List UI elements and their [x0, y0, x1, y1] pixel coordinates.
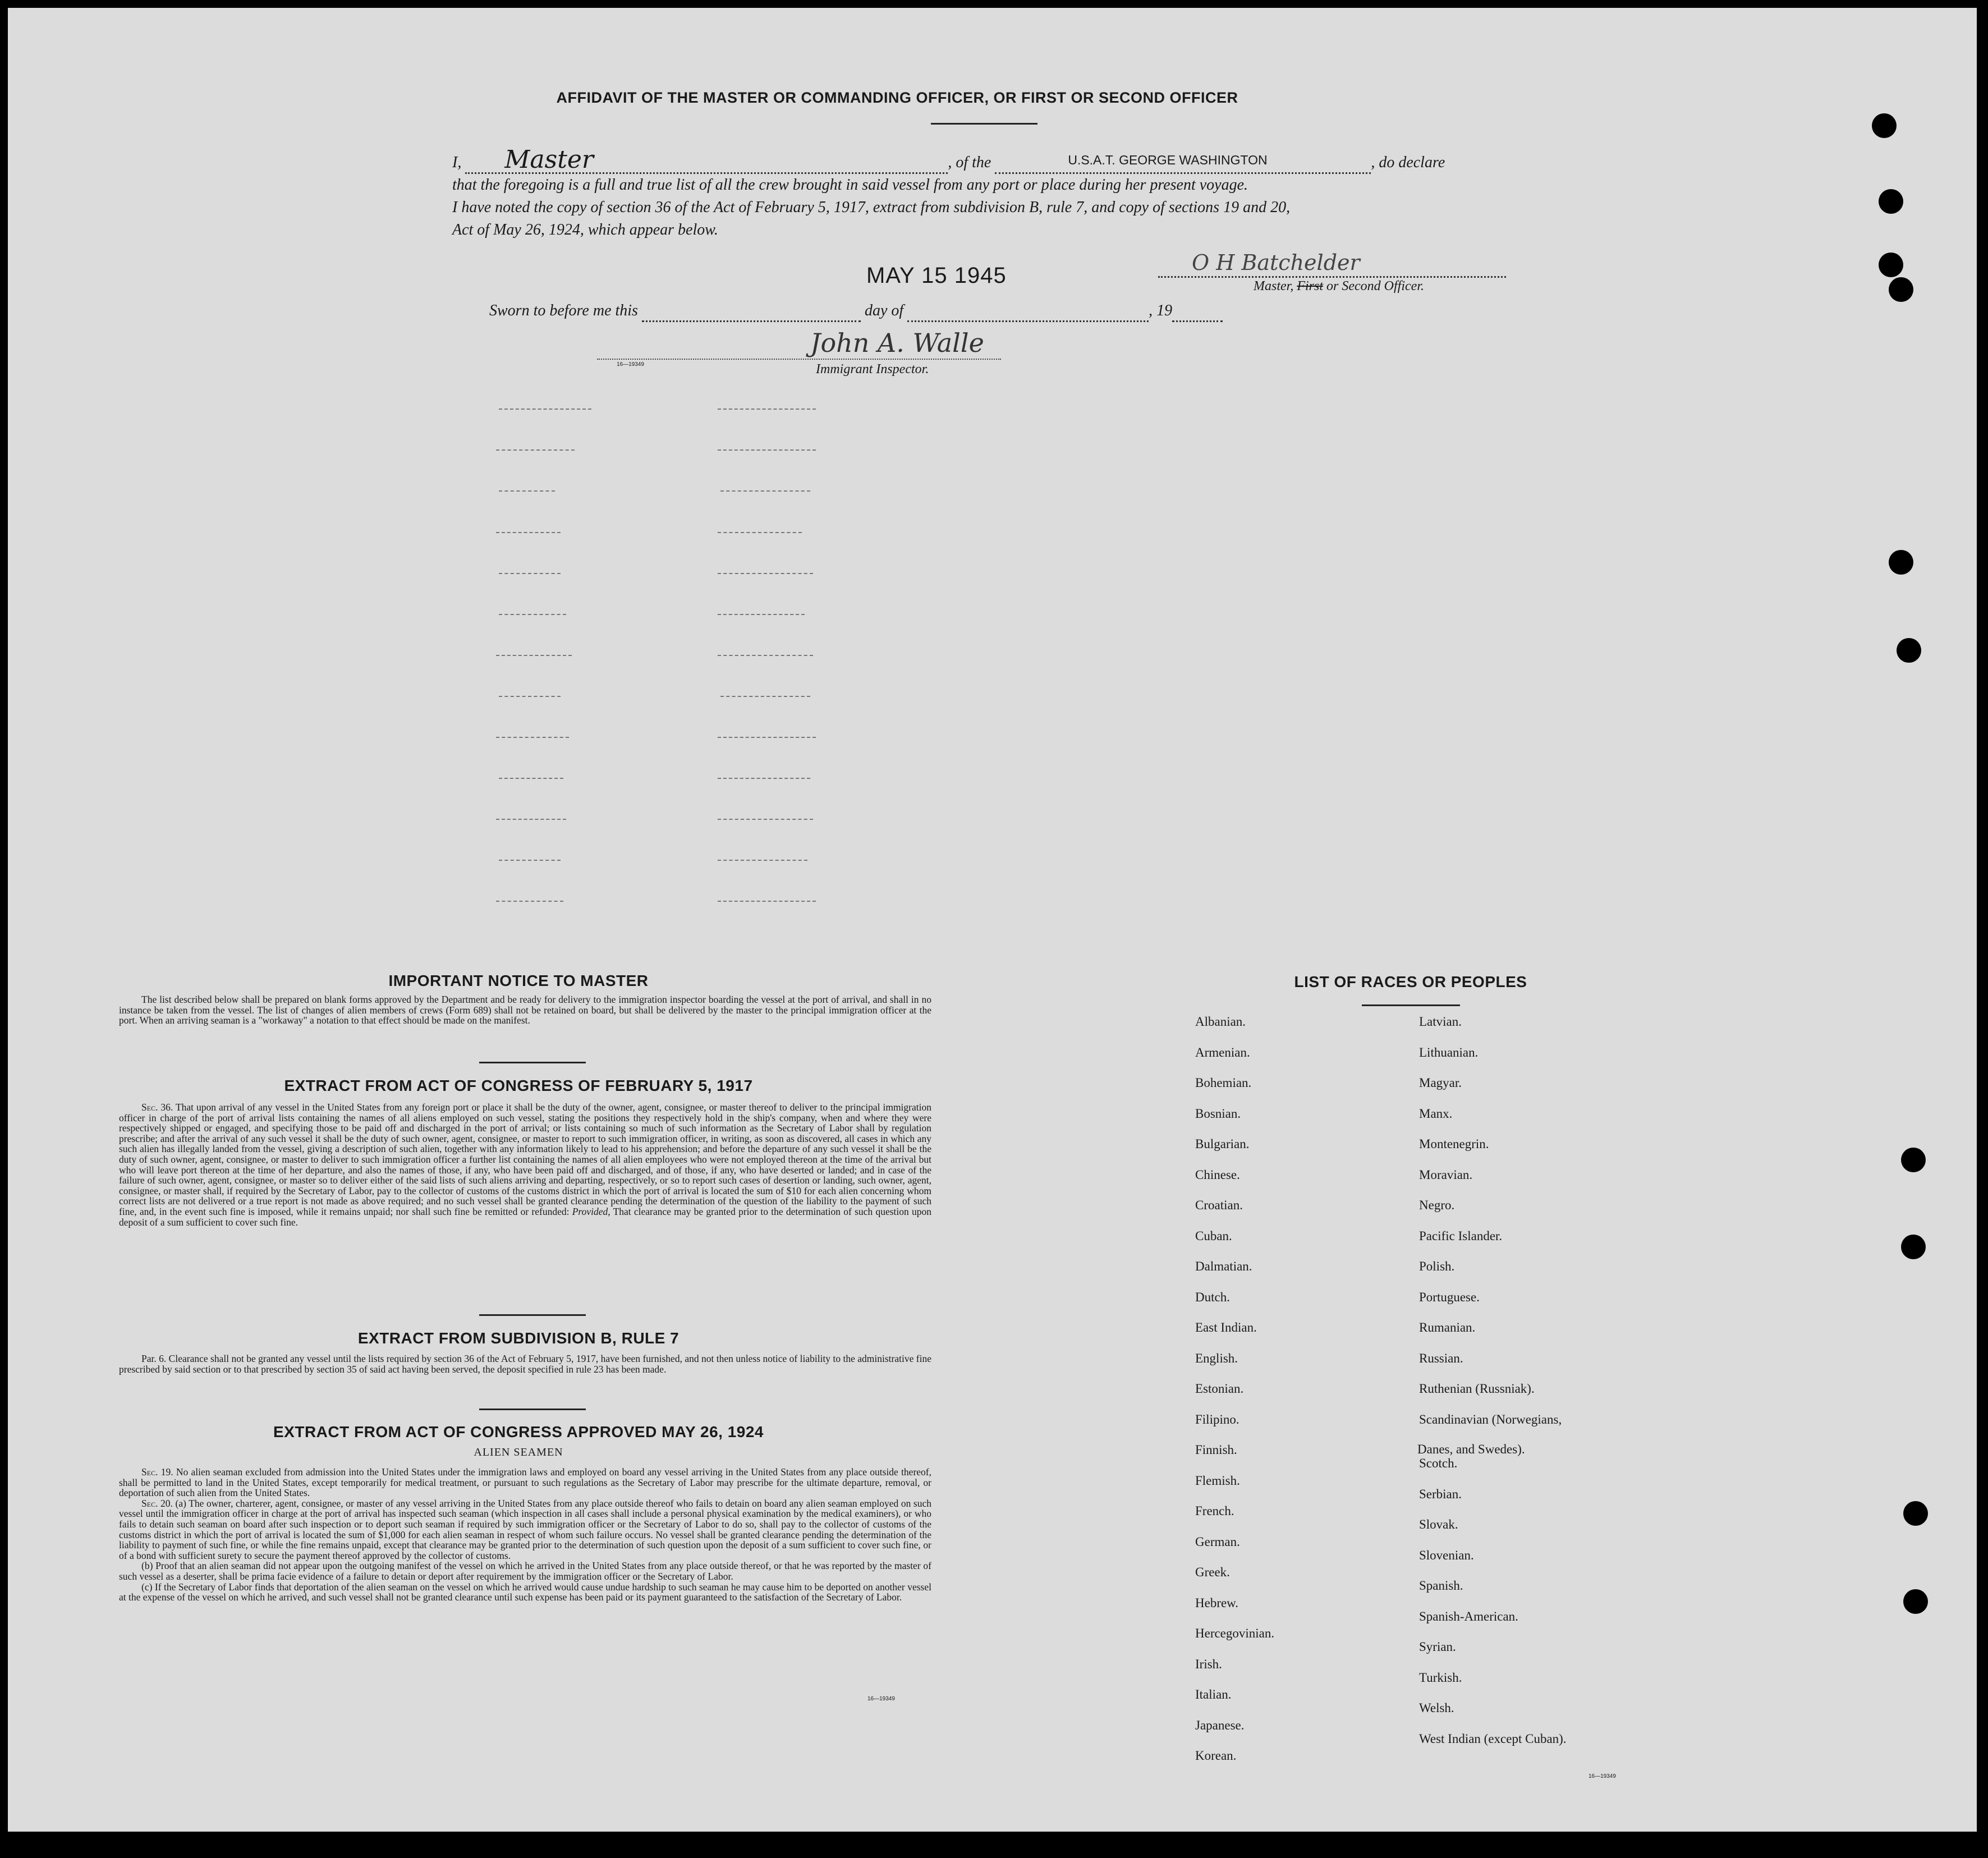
affidavit-line3: I have noted the copy of section 36 of the Act of February 5, 1917, extract from subdivision B, rule 7, and copy of sections 19 and 20,	[452, 199, 1291, 216]
race-item: Negro.	[1419, 1198, 1455, 1212]
notice-title: IMPORTANT NOTICE TO MASTER	[388, 972, 649, 989]
sworn-month-field	[907, 304, 1149, 322]
race-item: Welsh.	[1419, 1701, 1454, 1715]
sec20a-paragraph	[119, 1498, 931, 1561]
bleed-mark	[499, 573, 561, 574]
race-item: Lithuanian.	[1419, 1045, 1479, 1059]
race-item: Latvian.	[1419, 1015, 1462, 1029]
race-item: Italian.	[1195, 1687, 1232, 1701]
sec20b-paragraph: (b) Proof that an alien seaman did not appear upon the outgoing manifest of the vessel on which he arrived in the United States from any place outside thereof, or that he was reported by the master of such vessel as a deserter, shall be prima facie evidence of a failure to detain or deport after requirement by the immigration officer or the Secretary of Labor.	[119, 1560, 931, 1582]
sec20a-text: (a) The owner, charterer, agent, consignee, or master of any vessel arriving in the United States from any place outside thereof who fails to detain on board any alien seaman employed on such vessel until the immigration officer in charge at the port of arrival has inspected such seaman (which inspection in all cases shall include a personal physical examination by the medical examiners), or who fails to detain such seaman on board after such inspection or to deport such seaman if required by such immigration officer or the Secretary of Labor to do so, shall pay to the collector of customs of the customs district in which the port of arrival is located the sum of $1,000 for each alien seaman in respect of whom such failure occurs. No vessel shall be granted clearance pending the determination of the liability to payment of such fine, or while the fine remains unpaid, except that clearance may be granted prior to the determination of such question upon the deposit of a sum sufficient to cover such fine, or of a bond with sufficient surety to secure the payment thereof approved by the collector of customs.	[119, 1497, 932, 1561]
bleed-mark	[720, 696, 810, 697]
alien-seamen-subtitle: ALIEN SEAMEN	[474, 1446, 563, 1458]
race-item: Syrian.	[1419, 1640, 1456, 1654]
bleed-mark	[499, 696, 561, 697]
master-caption-post: or Second Officer.	[1326, 279, 1424, 293]
race-item: Rumanian.	[1419, 1320, 1476, 1334]
race-item: Bulgarian.	[1195, 1137, 1250, 1151]
punch-hole	[1889, 550, 1913, 575]
of-the-label: , of the	[948, 154, 991, 171]
bleed-mark	[499, 490, 555, 492]
bleed-mark	[499, 860, 561, 861]
race-item: Estonian.	[1195, 1382, 1244, 1396]
bleed-mark	[499, 614, 566, 615]
bleed-mark	[718, 614, 805, 615]
race-item: French.	[1195, 1504, 1234, 1518]
bleed-mark	[718, 573, 813, 574]
bleed-mark	[718, 655, 813, 656]
extract-1924-body	[119, 1467, 931, 1603]
race-item: Albanian.	[1195, 1015, 1246, 1029]
sec36-label: Sec. 36.	[141, 1102, 173, 1113]
date-stamp: MAY 15 1945	[866, 263, 1007, 288]
race-item: Spanish.	[1419, 1579, 1463, 1593]
sec19-text: No alien seaman excluded from admission into the United States under the immigration laws and employed on board any vessel arriving in the United States from any place outside thereof, shall be permitted to land in the United States, except temporarily for medical treatment, or pursuant to such regulations as the Secretary of Labor may prescribe for the ultimate departure, removal, or deportation of such alien from the United States.	[119, 1466, 931, 1499]
punch-hole	[1879, 189, 1903, 214]
bleed-mark	[496, 819, 566, 820]
sworn-line	[489, 300, 1223, 322]
race-item: West Indian (except Cuban).	[1419, 1731, 1567, 1746]
race-item: Spanish-American.	[1419, 1609, 1518, 1623]
race-item: Serbian.	[1419, 1487, 1462, 1501]
bleed-mark	[720, 490, 810, 492]
bleed-mark	[496, 737, 569, 738]
vessel-name: U.S.A.T. GEORGE WASHINGTON	[1068, 153, 1268, 167]
extract-1917-body	[119, 1102, 931, 1227]
sec19-label: Sec. 19.	[141, 1466, 173, 1478]
race-item: Moravian.	[1419, 1167, 1473, 1182]
title-divider	[931, 123, 1037, 125]
race-item: Armenian.	[1195, 1045, 1250, 1059]
race-item: English.	[1195, 1351, 1238, 1365]
bleed-mark	[496, 532, 561, 533]
subdivision-b-body	[119, 1354, 931, 1374]
bleed-mark	[718, 532, 802, 533]
race-item: Hebrew.	[1195, 1595, 1239, 1610]
affidavit-title: AFFIDAVIT OF THE MASTER OR COMMANDING OFFICER, OR FIRST OR SECOND OFFICER	[556, 89, 1238, 106]
bleed-mark	[718, 819, 813, 820]
sec20-label: Sec. 20.	[141, 1497, 173, 1509]
master-caption-pre: Master,	[1254, 279, 1294, 293]
race-item: Dalmatian.	[1195, 1259, 1252, 1273]
affidavit-text	[452, 145, 1530, 241]
extract-1917-title: EXTRACT FROM ACT OF CONGRESS OF FEBRUARY 5, 1917	[284, 1077, 753, 1094]
race-item: Finnish.	[1195, 1443, 1237, 1457]
bleed-mark	[496, 655, 572, 656]
sworn-day-field	[642, 304, 861, 322]
punch-hole	[1901, 1235, 1926, 1259]
bleed-mark	[718, 449, 816, 451]
subdivision-b-title: EXTRACT FROM SUBDIVISION B, RULE 7	[357, 1329, 679, 1347]
sworn-year-field	[1172, 304, 1223, 322]
race-item: Greek.	[1195, 1565, 1230, 1579]
race-item: Japanese.	[1195, 1718, 1245, 1732]
punch-hole	[1889, 277, 1913, 302]
race-item: Ruthenian (Russniak).	[1419, 1382, 1535, 1396]
master-caption	[1254, 278, 1424, 294]
race-scandinavian-continuation: Danes, and Swedes).	[1417, 1442, 1525, 1456]
races-title: LIST OF RACES OR PEOPLES	[1294, 973, 1527, 990]
sec20c-paragraph: (c) If the Secretary of Labor finds that deportation of the alien seaman on the vessel on which he arrived would cause undue hardship to such seaman he may cause him to be deported on another vessel at the expense of the vessel on which he arrived, and such vessel shall not be granted clearance until such expense has been paid or its payment guaranteed to the satisfaction of the Secretary of Labor.	[119, 1581, 931, 1603]
race-item: Manx.	[1419, 1106, 1453, 1121]
notice-body	[119, 994, 931, 1026]
race-item: Bosnian.	[1195, 1106, 1241, 1121]
race-item: Pacific Islander.	[1419, 1228, 1503, 1243]
sec19-paragraph	[119, 1467, 931, 1498]
races-divider	[1362, 1004, 1460, 1006]
inspector-caption: Immigrant Inspector.	[816, 362, 929, 377]
race-item: Filipino.	[1195, 1412, 1239, 1426]
race-item: Russian.	[1419, 1351, 1463, 1365]
race-item: Scandinavian (Norwegians,	[1419, 1412, 1562, 1426]
form-number-top: 16—19349	[617, 361, 644, 368]
race-item: Irish.	[1195, 1657, 1222, 1671]
extract-1924-title: EXTRACT FROM ACT OF CONGRESS APPROVED MAY 26, 1924	[273, 1423, 764, 1440]
race-item: Slovak.	[1419, 1517, 1458, 1531]
punch-hole	[1879, 253, 1903, 277]
proviso-text: That clearance may be granted prior to the determination of such question upon deposit of a sum sufficient to cover such fine.	[119, 1205, 932, 1228]
bleed-mark	[718, 901, 816, 902]
bleed-mark	[718, 409, 816, 410]
par6-paragraph: Par. 6. Clearance shall not be granted any vessel until the lists required by section 36 of the Act of February 5, 1917, have been furnished, and not then unless notice of liability to the administrative fine prescribed by said section or to that prescribed by section 35 of said act having been served, the deposit specified in rule 23 has been made.	[119, 1353, 931, 1375]
race-item: Polish.	[1419, 1259, 1455, 1273]
master-signature: O H Batchelder	[1192, 250, 1360, 275]
bleed-mark	[499, 409, 591, 410]
affidavit-line1	[452, 145, 1530, 174]
race-item: Slovenian.	[1419, 1548, 1474, 1562]
bleed-mark	[496, 449, 575, 451]
race-item: Dutch.	[1195, 1290, 1230, 1304]
punch-hole	[1903, 1501, 1928, 1526]
form-number-bottom-right: 16—19349	[1588, 1773, 1616, 1779]
bleed-mark	[718, 778, 810, 779]
race-item: Magyar.	[1419, 1076, 1462, 1090]
race-item: Flemish.	[1195, 1473, 1240, 1488]
bleed-mark	[499, 778, 563, 779]
bleed-mark	[496, 901, 563, 902]
punch-hole	[1901, 1148, 1926, 1172]
document-page	[8, 8, 1977, 1832]
master-signature-line	[1158, 276, 1506, 278]
master-caption-struck: First	[1297, 279, 1324, 293]
divider-1	[479, 1062, 586, 1063]
year-prefix: , 19	[1149, 302, 1173, 319]
race-item: Portuguese.	[1419, 1290, 1480, 1304]
race-item: Scotch.	[1419, 1456, 1458, 1470]
vessel-field	[995, 151, 1371, 174]
bleed-mark	[718, 737, 816, 738]
sec36-paragraph	[119, 1102, 931, 1227]
punch-hole	[1903, 1589, 1928, 1614]
notice-paragraph: The list described below shall be prepared on blank forms approved by the Department and be ready for delivery to the immigration inspector boarding the vessel at the port of arrival, and shall in no instance be taken from the vessel. The list of changes of alien members of crews (Form 689) shall not be retained on board, but shall be delivered by the master to the principal immigration officer at the port. When an arriving seaman is a "workaway" a notation to that effect should be made on the manifest.	[119, 994, 931, 1026]
race-item: East Indian.	[1195, 1320, 1257, 1334]
sworn-label: Sworn to before me this	[489, 302, 638, 319]
race-item: Korean.	[1195, 1749, 1237, 1763]
divider-3	[479, 1409, 586, 1410]
race-item: Bohemian.	[1195, 1076, 1252, 1090]
punch-hole	[1872, 113, 1897, 138]
sec36-text: That upon arrival of any vessel in the United States from any foreign port or place it shall be the duty of the owner, agent, consignee, or master thereof to deliver to the principal immigration officer in charge of the port of arrival lists containing the names of all aliens employed on such vessel, stating the positions they respectively hold in the ship's company, when and where they were respectively shipped or engaged, and specifying those to be paid off and discharged in the port of arrival; or lists containing so much of such information as the Secretary of Labor shall by regulation prescribe; and after the arrival of any such vessel it shall be the duty of such owner, agent, consignee, or master to report to such immigration officer, in writing, as soon as discovered, all cases in which any such alien has illegally landed from the vessel, giving a description of such alien, together with any information likely to lead to his apprehension; and before the departure of any such vessel it shall be the duty of such owner, agent, consignee, or master to deliver to such immigration officer a further list containing the names of all alien employees who were not employed thereon at the time of the arrival but who will leave port thereon at the time of her departure, and also the names of those, if any, who have been paid off and discharged, and of those, if any, who have deserted or landed; and in case of the failure of such owner, agent, consignee, or master so to deliver either of the said lists of such aliens arriving and departing, respectively, or so to report such cases of desertion or landing, such owner, agent, consignee, or master shall, if required by the Secretary of Labor, pay to the collector of customs of the customs district in which the port of arrival is located the sum of $10 for each alien concerning whom correct lists are not delivered or a true report is not made as above required; and no such vessel shall be granted clearance pending the determination of the question of the liability to the payment of such fine, and, in the event such fine is imposed, while it remains unpaid; nor shall such fine be remitted or refunded:	[119, 1102, 931, 1217]
affidavit-line4: Act of May 26, 1924, which appear below.	[452, 221, 718, 238]
race-item: German.	[1195, 1534, 1240, 1549]
punch-hole	[1897, 638, 1921, 663]
officer-field	[465, 145, 948, 174]
i-prefix: I,	[452, 154, 462, 171]
race-item: Turkish.	[1419, 1670, 1462, 1685]
race-item: Chinese.	[1195, 1167, 1240, 1182]
do-declare-label: , do declare	[1371, 154, 1445, 171]
bleed-mark	[718, 860, 807, 861]
officer-handwritten: Master	[504, 145, 594, 174]
divider-2	[479, 1314, 586, 1316]
inspector-signature: John A. Walle	[810, 328, 984, 358]
race-item: Cuban.	[1195, 1228, 1232, 1243]
race-item: Croatian.	[1195, 1198, 1243, 1212]
affidavit-line2: that the foregoing is a full and true list of all the crew brought in said vessel from any port or place during her present voyage.	[452, 176, 1248, 194]
proviso-label: Provided,	[572, 1205, 610, 1217]
race-item: Montenegrin.	[1419, 1137, 1489, 1151]
day-of-label: day of	[864, 302, 904, 319]
inspector-signature-line	[597, 359, 1001, 360]
race-item: Hercegovinian.	[1195, 1626, 1275, 1640]
form-number-bottom-left: 16—19349	[867, 1696, 895, 1702]
